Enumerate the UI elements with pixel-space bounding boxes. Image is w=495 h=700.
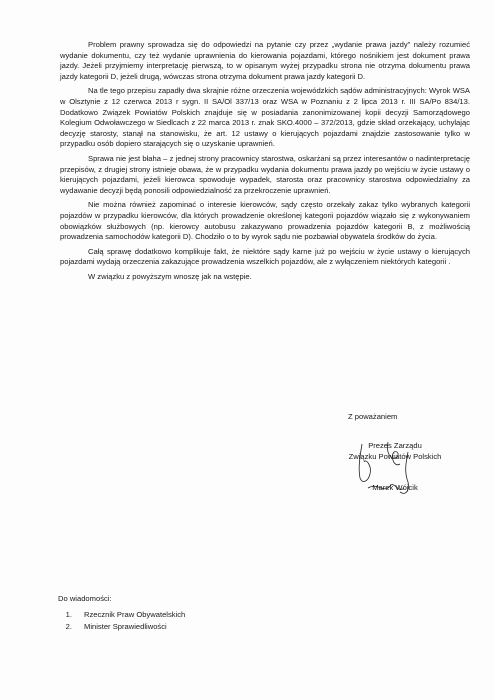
signature-block <box>320 441 470 493</box>
paragraph-1: Problem prawny sprowadza się do odpowiedzi na pytanie czy przez „wydanie prawa jazdy” należy rozumieć wydanie dokumentu, czy też wydanie uprawnienia do kierowania pojazdami, którego nośnikiem jest dokument prawa jazdy. Jeżeli przyjmiemy interpretację pierwszą, to w opisanym wyżej przypadku strona nie otrzyma dokumentu prawa jazdy kategorii D, jeżeli drugą, wówczas strona otrzyma dokument prawa jazdy kategorii D. <box>60 40 470 81</box>
paragraph-3: Sprawa nie jest błaha – z jednej strony pracownicy starostwa, oskarżani są przez interesantów o nadinterpretację przepisów, z drugiej strony istnieje obawa, że w przypadku wydania dokumentu prawa jazdy po wejściu w życie ustawy o kierujących pojazdami, jeżeli kierowca spowoduje wypadek, starosta oraz pracownicy starostwa odpowiedzialny za wydawanie decyzji będą ponosili odpowiedzialność za przekroczenie uprawnień. <box>60 153 470 195</box>
recipients-list <box>58 593 185 633</box>
recipient-item <box>62 609 185 621</box>
paragraph-2: Na tle tego przepisu zapadły dwa skrajnie różne orzeczenia wojewódzkich sądów administracyjnych: Wyrok WSA w Olsztynie z 12 czerwca 2013 r sygn. II SA/Ol 337/13 oraz WSA w Poznaniu z 2 lipca 2013 r. III SA/Po 834/13. Dodatkowo Związek Powiatów Polskich znajduje się w posiadania zanonimizowanej kopii decyzji Samorządowego Kolegium Odwoławczego w Siedlcach z 22 marca 2013 r. znak SKO.4000 – 372/2013, gdzie skład orzekający, uchylając decyzję starosty, stanął na stanowisku, że art. 12 ustawy o kierujących pojazdami znajdzie zastosowanie tylko w przypadku osób dopiero starających się o uzyskanie uprawnień. <box>60 86 470 149</box>
paragraph-4: Nie można również zapominać o interesie kierowców, sądy często orzekały zakaz tylko wybranych kategorii pojazdów w przypadku kierowców, dla których prowadzenie określonej kategorii pojazdów wiązało się z wykonywaniem obowiązków służbowych (np. kierowcy autobusu zakazywano prowadzenia pojazdów kategorii B, z możliwością prowadzenia samochodów kategorii D). Chodziło o to by wyrok sądu nie pozbawiał obywatela środków do życia. <box>60 200 470 242</box>
paragraph-6: W związku z powyższym wnoszę jak na wstępie. <box>88 271 252 281</box>
recipients-items <box>58 609 185 633</box>
letter-body <box>60 40 470 286</box>
recipient-name: Minister Sprawiedliwości <box>84 622 167 631</box>
signatory-name: Marek Wójcik <box>372 482 418 492</box>
recipient-number: 1. <box>65 610 72 619</box>
signatory-title: Prezes Zarządu <box>368 441 422 450</box>
signatory-organization: Związku Powiatów Polskich <box>348 451 442 461</box>
paragraph-5: Całą sprawę dodatkowo komplikuje fakt, że niektóre sądy karne już po wejściu w życie ustawy o kierujących pojazdami wydają orzeczenia zakazujące prowadzenia wszelkich pojazdów, ale z wyłączeniem niektórych kategorii . <box>60 246 470 267</box>
recipients-heading: Do wiadomości: <box>58 594 112 603</box>
closing-salutation: Z poważaniem <box>348 412 398 421</box>
recipient-item <box>62 621 185 633</box>
recipient-name: Rzecznik Praw Obywatelskich <box>84 610 186 619</box>
recipient-number: 2. <box>65 622 72 631</box>
